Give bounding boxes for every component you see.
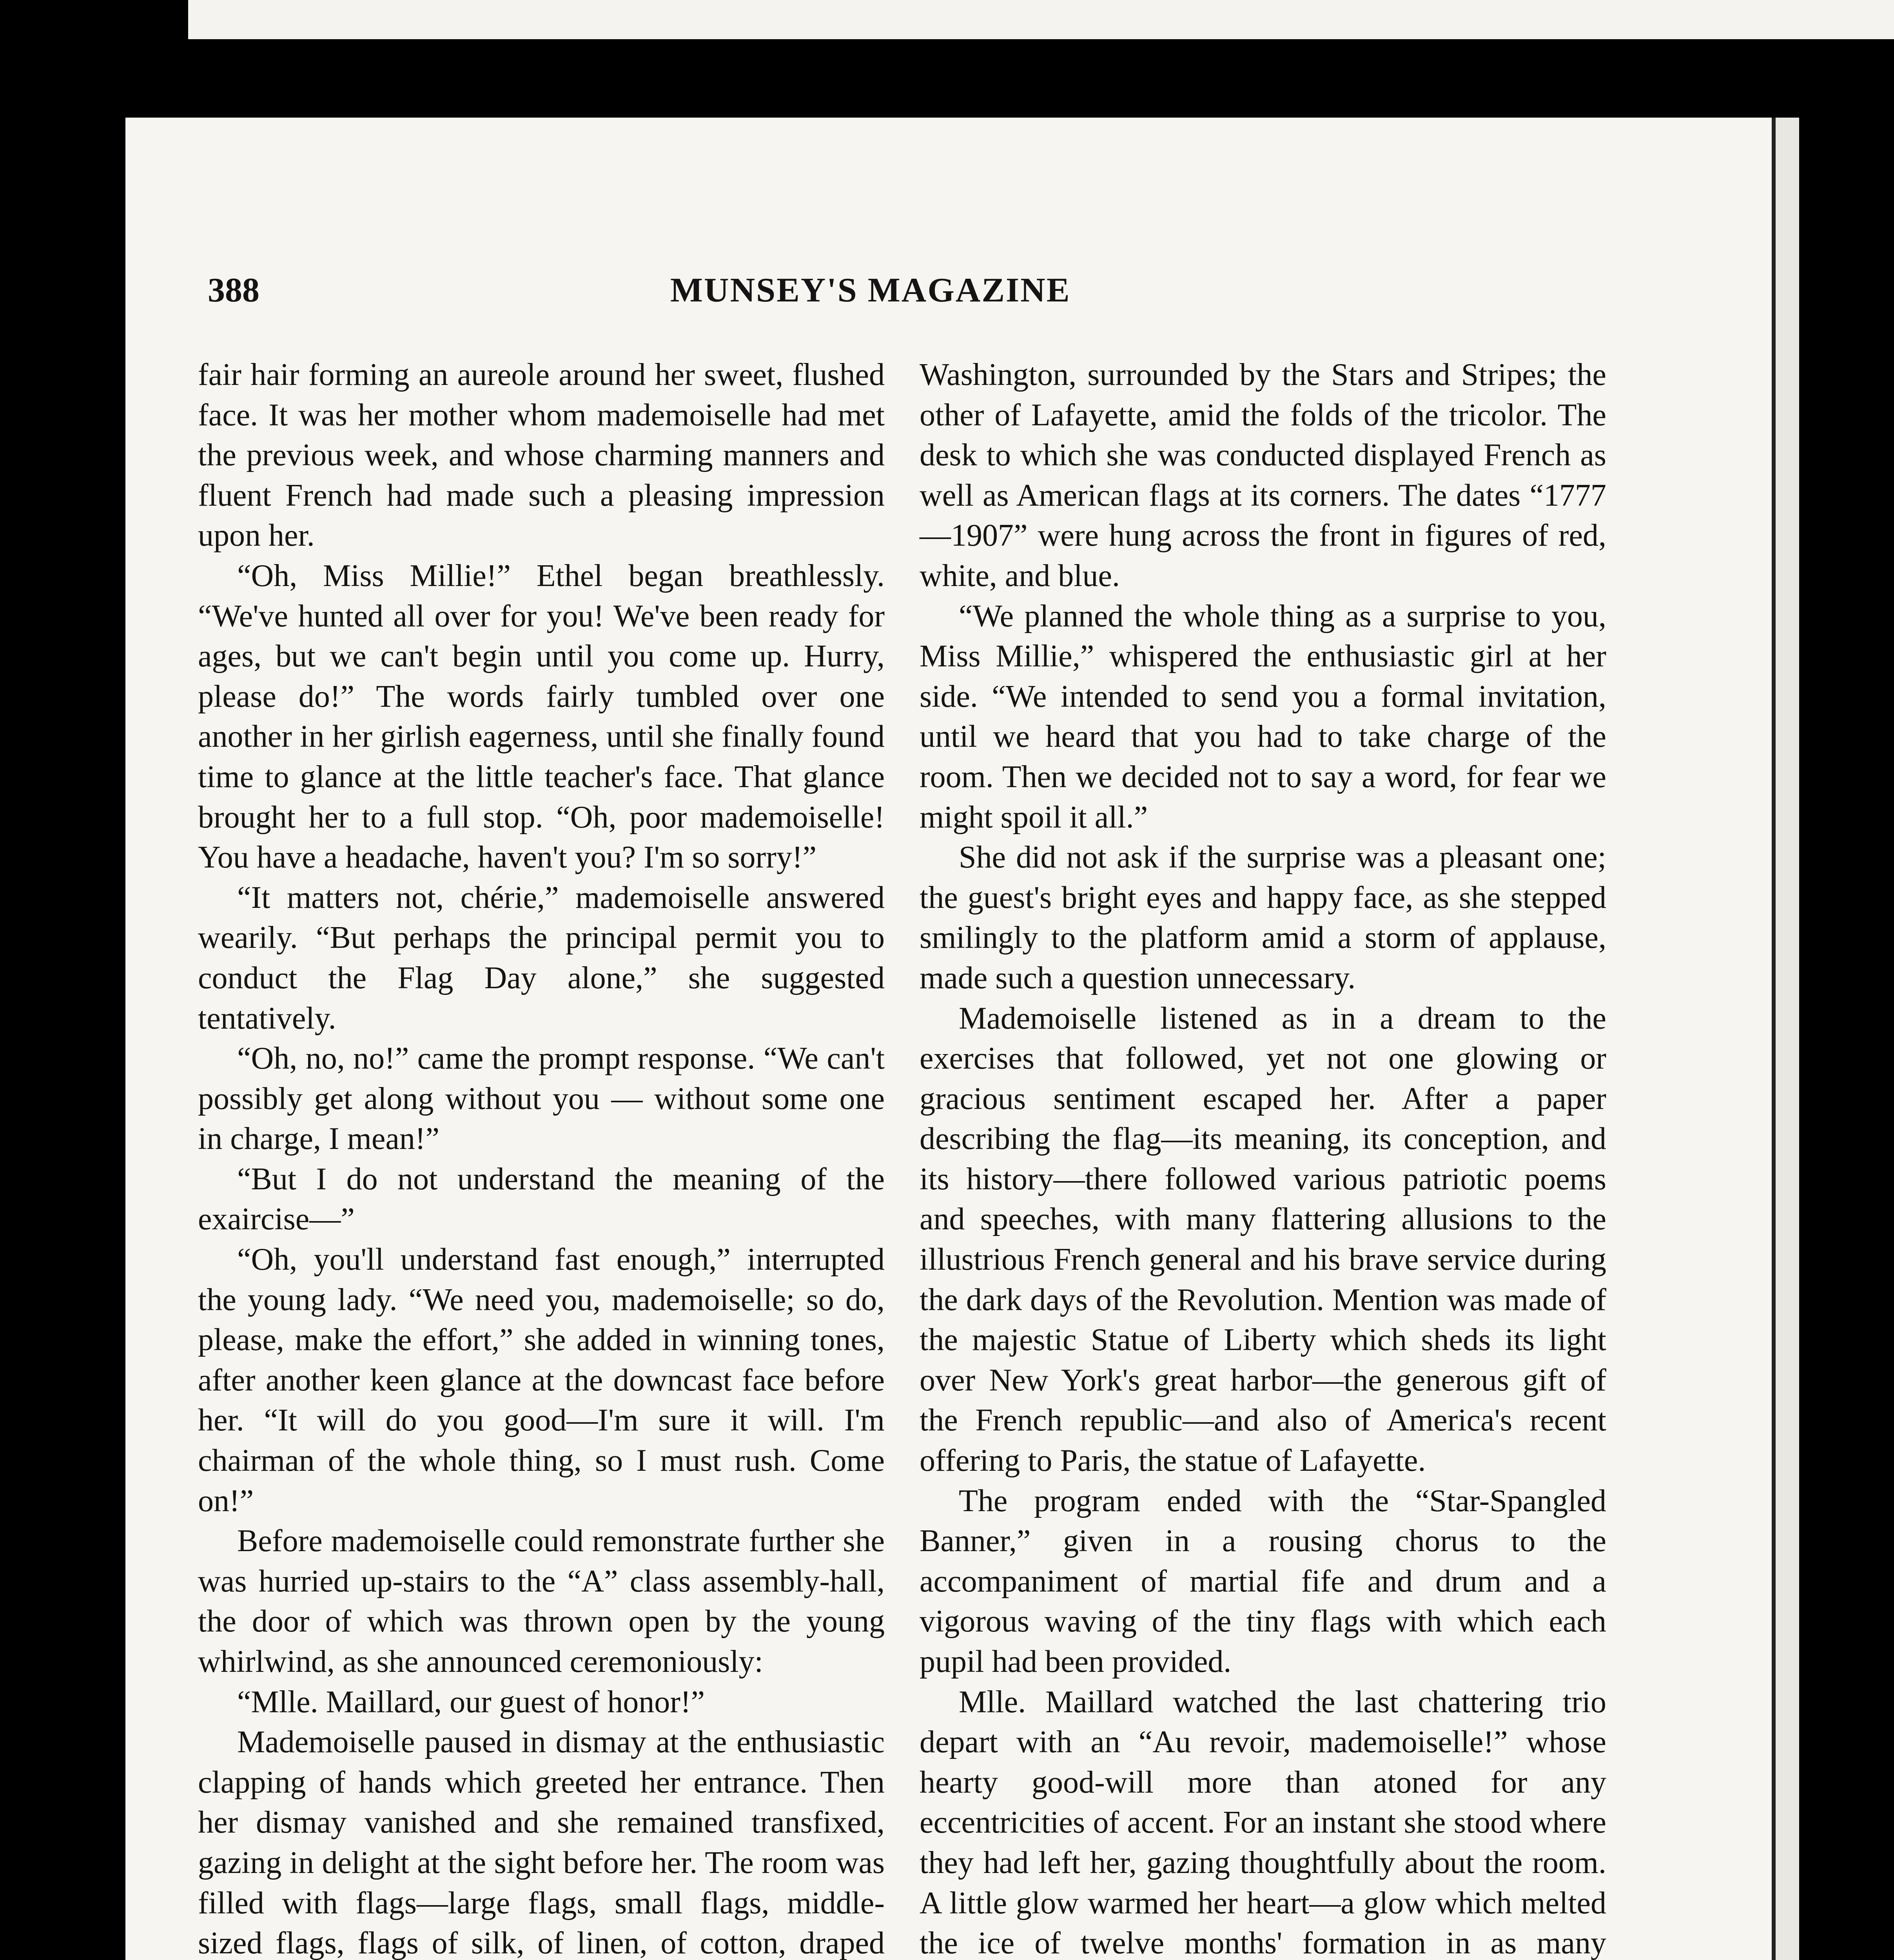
paragraph: Before mademoiselle could remonstrate further she was hurried up-stairs to the “A” class assembly-hall, the door of which was thrown open by the young whirlwind, as she announced ceremoniously:	[198, 1524, 885, 1679]
paragraph: Mademoiselle listened as in a dream to the exercises that followed, yet not one glowing or gracious sentiment escaped her. After a paper describing the flag—its meaning, its conception, and its history—there followed various patriotic poems and speeches, with many flattering allusions to the illustrious French general and his brave service during the dark days of the Revolution. Mention was made of the majestic Statue of Liberty which sheds its light over New York's great harbor—the generous gift of the French republic—and also of America's recent offering to Paris, the statue of Lafayette.	[920, 1001, 1606, 1478]
paragraph: Washington, surrounded by the Stars and Stripes; the other of Lafayette, amid the folds of the tricolor. The desk to which she was conducted displayed French as well as American flags at its corners. The dates “1777—1907” were hung across the front in figures of red, white, and blue.	[920, 358, 1606, 593]
paragraph: “Oh, Miss Millie!” Ethel began breathlessly. “We've hunted all over for you! We've been ready for ages, but we can't begin until you come up. Hurry, please do!” The words fairly tumbled over one another in her girlish eagerness, until she finally found time to glance at the little teacher's face. That glance brought her to a full stop. “Oh, poor mademoiselle! You have a headache, haven't you? I'm so sorry!”	[198, 558, 885, 875]
paragraph: Mlle. Maillard watched the last chattering trio depart with an “Au revoir, mademoiselle!” whose hearty good-will more than atoned for any eccentricities of accent. For an instant she stood where they had left her, gazing thoughtfully about the room. A little glow warmed her heart—a glow which melted the ice of twelve months' formation in as many	[920, 1684, 1606, 1960]
previous-page-edge	[188, 0, 1894, 39]
right-column	[920, 355, 1606, 1960]
left-column	[198, 355, 885, 1960]
page-number: 388	[208, 271, 259, 309]
paragraph: “Oh, no, no!” came the prompt response. “We can't possibly get along without you — without some one in charge, I mean!”	[198, 1041, 885, 1156]
running-header	[208, 270, 1627, 318]
paragraph: “Mlle. Maillard, our guest of honor!”	[237, 1684, 705, 1719]
paragraph: She did not ask if the surprise was a pleasant one; the guest's bright eyes and happy face, as she stepped smilingly to the platform amid a storm of applause, made such a question unnecessary.	[920, 840, 1606, 995]
paragraph: The program ended with the “Star-Spangled Banner,” given in a rousing chorus to the accompaniment of martial fife and drum and a vigorous waving of the tiny flags with which each pupil had been provided.	[920, 1483, 1606, 1679]
paragraph: “Oh, you'll understand fast enough,” interrupted the young lady. “We need you, mademoiselle; so do, please, make the effort,” she added in winning tones, after another keen glance at the downcast face before her. “It will do you good—I'm sure it will. I'm chairman of the whole thing, so I must rush. Come on!”	[198, 1242, 885, 1518]
page-edge	[1772, 118, 1799, 1960]
magazine-title: MUNSEY'S MAGAZINE	[670, 271, 1071, 309]
paragraph: “But I do not understand the meaning of the exaircise—”	[198, 1161, 885, 1237]
paragraph: “It matters not, chérie,” mademoiselle answered wearily. “But perhaps the principal permit you to conduct the Flag Day alone,” she suggested tentatively.	[198, 880, 885, 1036]
paragraph: “We planned the whole thing as a surprise to you, Miss Millie,” whispered the enthusiastic girl at her side. “We intended to send you a formal invitation, until we heard that you had to take charge of the room. Then we decided not to say a word, for fear we might spoil it all.”	[920, 599, 1606, 835]
paragraph: Mademoiselle paused in dismay at the enthusiastic clapping of hands which greeted her entrance. Then her dismay vanished and she remained transfixed, gazing in delight at the sight before her. The room was filled with flags—large flags, small flags, middle-sized flags, flags of silk, of linen, of cotton, draped	[198, 1725, 885, 1960]
paragraph: fair hair forming an aureole around her sweet, flushed face. It was her mother whom mademoiselle had met the previous week, and whose charming manners and fluent French had made such a pleasing impression upon her.	[198, 358, 885, 553]
